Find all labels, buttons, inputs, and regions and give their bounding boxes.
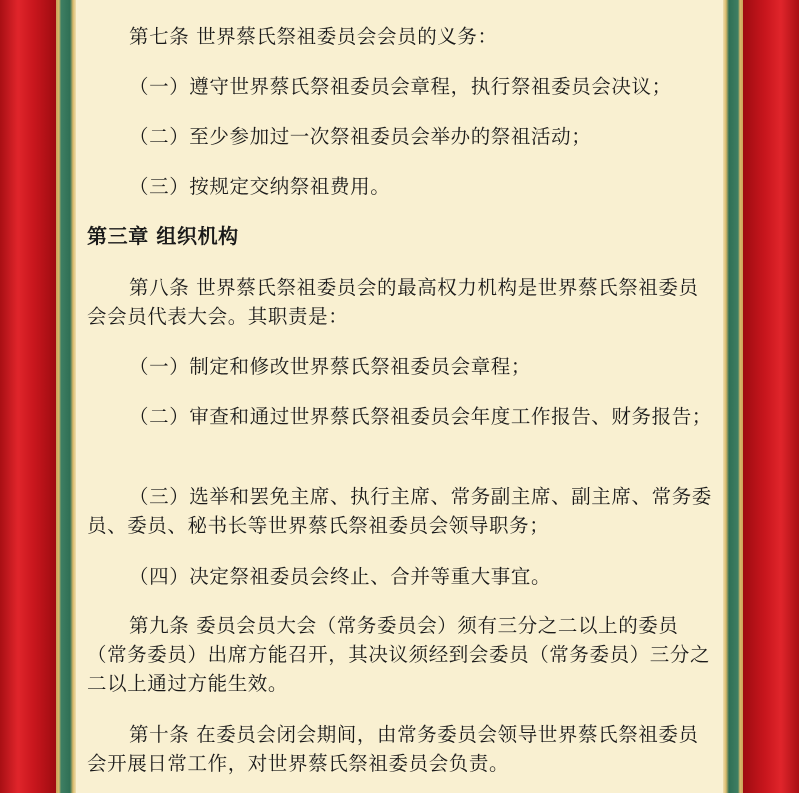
right-decorative-border: [723, 0, 743, 793]
chapter-3-heading: 第三章 组织机构: [87, 224, 239, 248]
article-7-item-2: （二）至少参加过一次祭祖委员会举办的祭祖活动；: [129, 125, 592, 148]
article-7-item-3: （三）按规定交纳祭祖费用。: [129, 175, 391, 198]
left-decorative-border: [56, 0, 76, 793]
article-8-text: 第八条 世界蔡氏祭祖委员会的最高权力机构是世界蔡氏祭祖委员会会员代表大会。其职责是：: [87, 276, 699, 328]
article-10-text: 第十条 在委员会闭会期间，由常务委员会领导世界蔡氏祭祖委员会开展日常工作，对世界蔡氏祭祖委员会负责。: [87, 723, 699, 775]
article-9-text: 第九条 委员会员大会（常务委员会）须有三分之二以上的委员（常务委员）出席方能召开，其决议须经到会委员（常务委员）三分之二以上通过方能生效。: [87, 614, 711, 695]
article-8-item-2: （二）审查和通过世界蔡氏祭祖委员会年度工作报告、财务报告；: [129, 405, 712, 428]
article-7-title: 第七条 世界蔡氏祭祖委员会会员的义务：: [129, 25, 498, 48]
article-7-item-1: （一）遵守世界蔡氏祭祖委员会章程，执行祭祖委员会决议；: [129, 75, 672, 98]
article-8-item-3: （三）选举和罢免主席、执行主席、常务副主席、副主席、常务委员、委员、秘书长等世界蔡氏祭祖委员会领导职务；: [87, 485, 712, 537]
article-8-item-4: （四）决定祭祖委员会终止、合并等重大事宜。: [129, 565, 552, 588]
article-8-item-1: （一）制定和修改世界蔡氏祭祖委员会章程；: [129, 355, 532, 378]
